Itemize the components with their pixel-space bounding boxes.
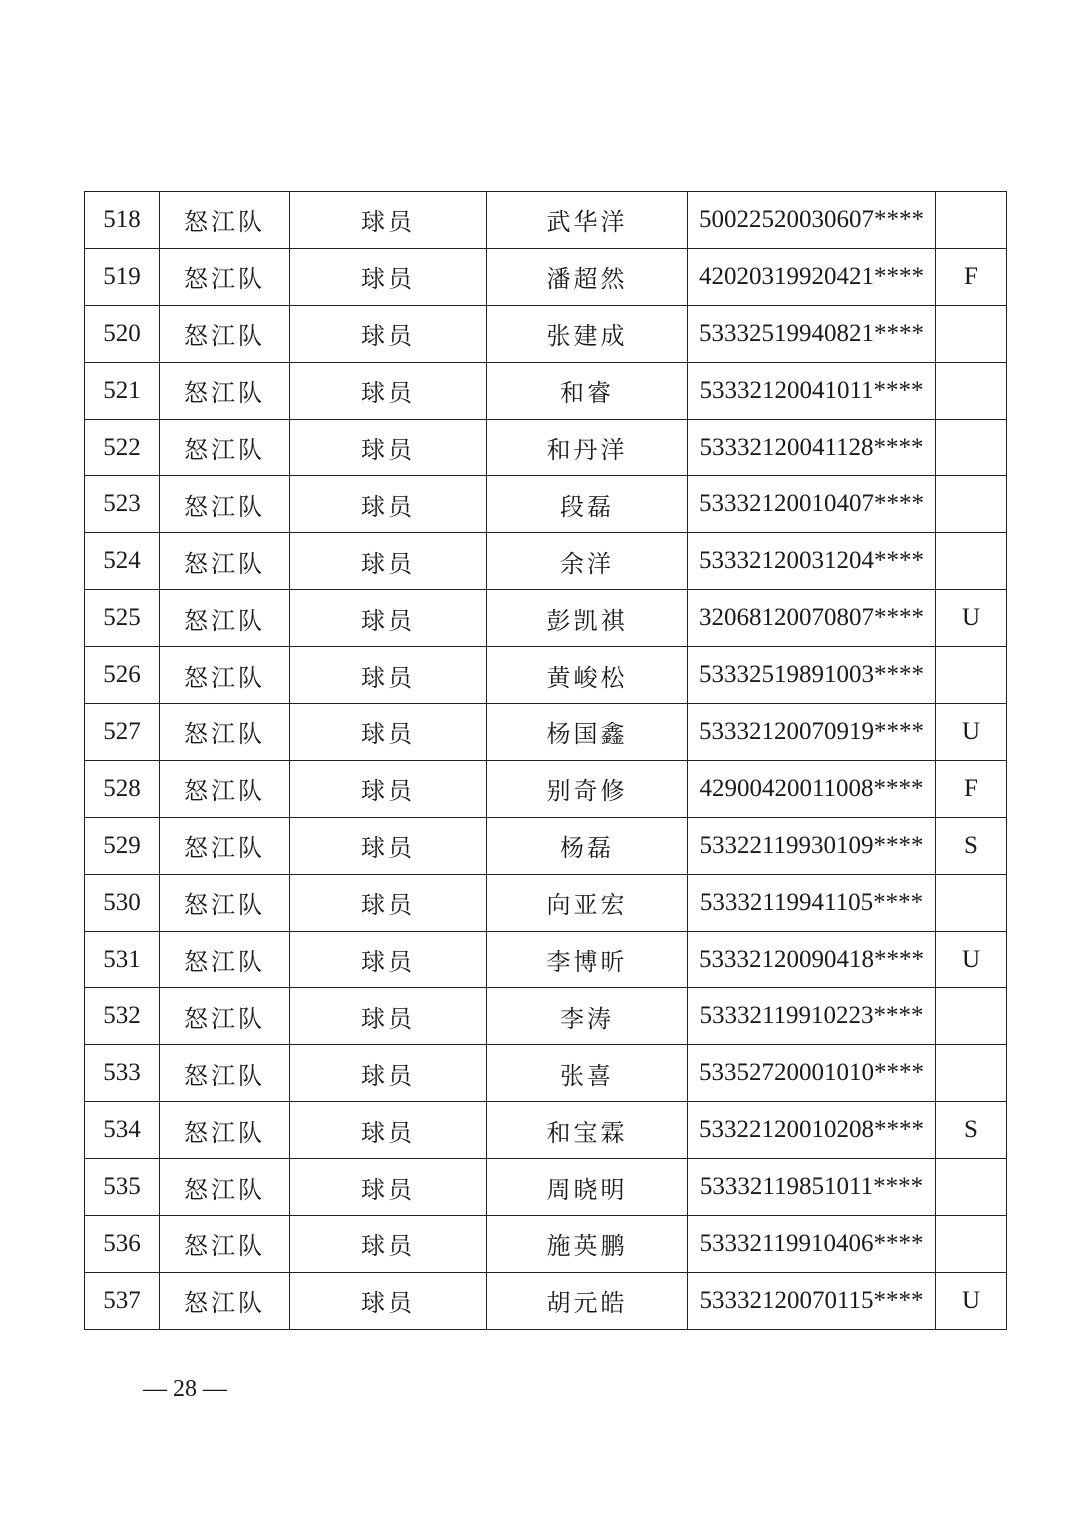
player-name-cell: 和宝霖 bbox=[487, 1102, 688, 1159]
table-row bbox=[85, 988, 1007, 1045]
team-cell: 怒江队 bbox=[160, 760, 290, 817]
role-cell: 球员 bbox=[290, 1216, 487, 1273]
id-number-cell: 53332120010407**** bbox=[688, 476, 936, 533]
role-cell: 球员 bbox=[290, 1102, 487, 1159]
row-number-cell: 525 bbox=[85, 590, 160, 647]
position-cell bbox=[936, 1216, 1007, 1273]
player-name-cell: 李博昕 bbox=[487, 931, 688, 988]
player-name-cell: 和丹洋 bbox=[487, 419, 688, 476]
row-number-cell: 526 bbox=[85, 647, 160, 704]
table-row bbox=[85, 760, 1007, 817]
position-cell bbox=[936, 533, 1007, 590]
position-cell: U bbox=[936, 931, 1007, 988]
row-number-cell: 530 bbox=[85, 874, 160, 931]
id-number-cell: 53332120070115**** bbox=[688, 1272, 936, 1329]
role-cell: 球员 bbox=[290, 533, 487, 590]
row-number-cell: 520 bbox=[85, 305, 160, 362]
table-row bbox=[85, 1272, 1007, 1329]
team-cell: 怒江队 bbox=[160, 931, 290, 988]
row-number-cell: 527 bbox=[85, 704, 160, 761]
team-cell: 怒江队 bbox=[160, 419, 290, 476]
player-name-cell: 杨国鑫 bbox=[487, 704, 688, 761]
team-cell: 怒江队 bbox=[160, 647, 290, 704]
team-cell: 怒江队 bbox=[160, 362, 290, 419]
row-number-cell: 533 bbox=[85, 1045, 160, 1102]
role-cell: 球员 bbox=[290, 476, 487, 533]
role-cell: 球员 bbox=[290, 362, 487, 419]
role-cell: 球员 bbox=[290, 988, 487, 1045]
player-name-cell: 武华洋 bbox=[487, 192, 688, 249]
role-cell: 球员 bbox=[290, 647, 487, 704]
id-number-cell: 53332119910406**** bbox=[688, 1216, 936, 1273]
player-name-cell: 杨磊 bbox=[487, 817, 688, 874]
player-name-cell: 潘超然 bbox=[487, 248, 688, 305]
id-number-cell: 53332120041011**** bbox=[688, 362, 936, 419]
table-row bbox=[85, 419, 1007, 476]
position-cell: U bbox=[936, 704, 1007, 761]
row-number-cell: 518 bbox=[85, 192, 160, 249]
id-number-cell: 42020319920421**** bbox=[688, 248, 936, 305]
id-number-cell: 53332519891003**** bbox=[688, 647, 936, 704]
role-cell: 球员 bbox=[290, 760, 487, 817]
row-number-cell: 536 bbox=[85, 1216, 160, 1273]
player-name-cell: 李涛 bbox=[487, 988, 688, 1045]
row-number-cell: 531 bbox=[85, 931, 160, 988]
id-number-cell: 53332120031204**** bbox=[688, 533, 936, 590]
table-row bbox=[85, 1159, 1007, 1216]
player-name-cell: 和睿 bbox=[487, 362, 688, 419]
player-name-cell: 黄峻松 bbox=[487, 647, 688, 704]
table-row bbox=[85, 362, 1007, 419]
player-name-cell: 余洋 bbox=[487, 533, 688, 590]
id-number-cell: 32068120070807**** bbox=[688, 590, 936, 647]
team-cell: 怒江队 bbox=[160, 590, 290, 647]
id-number-cell: 53322119930109**** bbox=[688, 817, 936, 874]
id-number-cell: 53332119851011**** bbox=[688, 1159, 936, 1216]
table-row bbox=[85, 248, 1007, 305]
table-row bbox=[85, 1102, 1007, 1159]
player-name-cell: 彭凯祺 bbox=[487, 590, 688, 647]
position-cell bbox=[936, 476, 1007, 533]
role-cell: 球员 bbox=[290, 192, 487, 249]
team-cell: 怒江队 bbox=[160, 1216, 290, 1273]
position-cell bbox=[936, 362, 1007, 419]
team-cell: 怒江队 bbox=[160, 476, 290, 533]
player-name-cell: 段磊 bbox=[487, 476, 688, 533]
table-row bbox=[85, 590, 1007, 647]
team-cell: 怒江队 bbox=[160, 192, 290, 249]
row-number-cell: 532 bbox=[85, 988, 160, 1045]
table-row bbox=[85, 192, 1007, 249]
team-cell: 怒江队 bbox=[160, 248, 290, 305]
row-number-cell: 521 bbox=[85, 362, 160, 419]
table-row bbox=[85, 704, 1007, 761]
row-number-cell: 528 bbox=[85, 760, 160, 817]
row-number-cell: 522 bbox=[85, 419, 160, 476]
role-cell: 球员 bbox=[290, 419, 487, 476]
team-cell: 怒江队 bbox=[160, 817, 290, 874]
id-number-cell: 53322120010208**** bbox=[688, 1102, 936, 1159]
role-cell: 球员 bbox=[290, 1045, 487, 1102]
position-cell: F bbox=[936, 248, 1007, 305]
role-cell: 球员 bbox=[290, 305, 487, 362]
position-cell bbox=[936, 988, 1007, 1045]
player-name-cell: 施英鹏 bbox=[487, 1216, 688, 1273]
table-row bbox=[85, 931, 1007, 988]
row-number-cell: 535 bbox=[85, 1159, 160, 1216]
id-number-cell: 53332519940821**** bbox=[688, 305, 936, 362]
position-cell bbox=[936, 419, 1007, 476]
role-cell: 球员 bbox=[290, 590, 487, 647]
role-cell: 球员 bbox=[290, 931, 487, 988]
team-cell: 怒江队 bbox=[160, 533, 290, 590]
role-cell: 球员 bbox=[290, 248, 487, 305]
role-cell: 球员 bbox=[290, 1159, 487, 1216]
position-cell bbox=[936, 647, 1007, 704]
position-cell bbox=[936, 1045, 1007, 1102]
team-cell: 怒江队 bbox=[160, 305, 290, 362]
role-cell: 球员 bbox=[290, 704, 487, 761]
player-name-cell: 向亚宏 bbox=[487, 874, 688, 931]
id-number-cell: 53332119910223**** bbox=[688, 988, 936, 1045]
role-cell: 球员 bbox=[290, 874, 487, 931]
team-cell: 怒江队 bbox=[160, 704, 290, 761]
player-name-cell: 胡元皓 bbox=[487, 1272, 688, 1329]
id-number-cell: 50022520030607**** bbox=[688, 192, 936, 249]
position-cell: U bbox=[936, 590, 1007, 647]
id-number-cell: 53332120070919**** bbox=[688, 704, 936, 761]
player-name-cell: 周晓明 bbox=[487, 1159, 688, 1216]
position-cell: U bbox=[936, 1272, 1007, 1329]
position-cell bbox=[936, 305, 1007, 362]
player-name-cell: 张喜 bbox=[487, 1045, 688, 1102]
row-number-cell: 529 bbox=[85, 817, 160, 874]
table-row bbox=[85, 1216, 1007, 1273]
position-cell: S bbox=[936, 1102, 1007, 1159]
player-name-cell: 张建成 bbox=[487, 305, 688, 362]
table-row bbox=[85, 1045, 1007, 1102]
position-cell bbox=[936, 874, 1007, 931]
roster-table bbox=[84, 191, 1007, 1330]
id-number-cell: 53352720001010**** bbox=[688, 1045, 936, 1102]
table-row bbox=[85, 533, 1007, 590]
table-row bbox=[85, 305, 1007, 362]
row-number-cell: 537 bbox=[85, 1272, 160, 1329]
team-cell: 怒江队 bbox=[160, 874, 290, 931]
row-number-cell: 519 bbox=[85, 248, 160, 305]
position-cell bbox=[936, 192, 1007, 249]
table-row bbox=[85, 874, 1007, 931]
table-row bbox=[85, 817, 1007, 874]
role-cell: 球员 bbox=[290, 1272, 487, 1329]
table-row bbox=[85, 476, 1007, 533]
position-cell: S bbox=[936, 817, 1007, 874]
page-number: — 28 — bbox=[143, 1376, 227, 1402]
player-name-cell: 别奇修 bbox=[487, 760, 688, 817]
team-cell: 怒江队 bbox=[160, 1102, 290, 1159]
position-cell: F bbox=[936, 760, 1007, 817]
row-number-cell: 524 bbox=[85, 533, 160, 590]
role-cell: 球员 bbox=[290, 817, 487, 874]
team-cell: 怒江队 bbox=[160, 1045, 290, 1102]
id-number-cell: 53332120090418**** bbox=[688, 931, 936, 988]
position-cell bbox=[936, 1159, 1007, 1216]
team-cell: 怒江队 bbox=[160, 1272, 290, 1329]
team-cell: 怒江队 bbox=[160, 1159, 290, 1216]
table-row bbox=[85, 647, 1007, 704]
row-number-cell: 523 bbox=[85, 476, 160, 533]
row-number-cell: 534 bbox=[85, 1102, 160, 1159]
roster-body bbox=[85, 192, 1007, 1330]
id-number-cell: 53332120041128**** bbox=[688, 419, 936, 476]
team-cell: 怒江队 bbox=[160, 988, 290, 1045]
id-number-cell: 42900420011008**** bbox=[688, 760, 936, 817]
id-number-cell: 53332119941105**** bbox=[688, 874, 936, 931]
